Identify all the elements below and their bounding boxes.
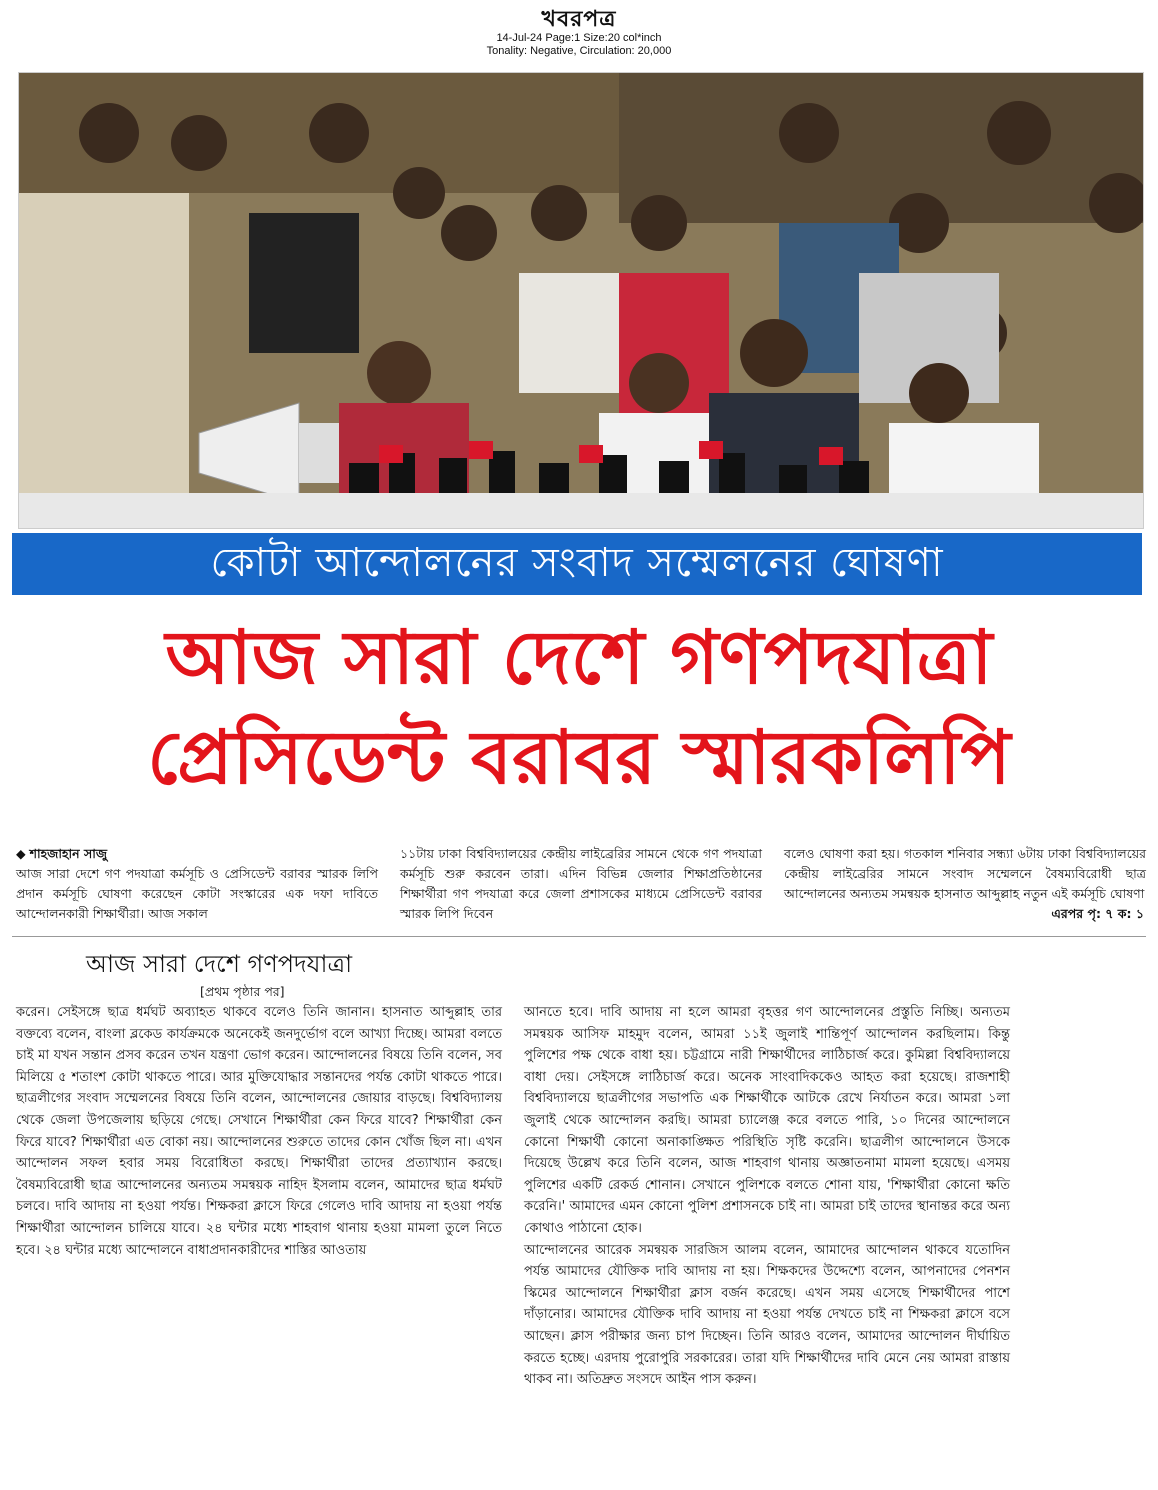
jump-subtitle: [প্রথম পৃষ্ঠার পর] <box>200 984 285 999</box>
headline-line-1: আজ সারা দেশে গণপদযাত্রা <box>165 615 993 701</box>
clipping-meta-line2: Tonality: Negative, Circulation: 20,000 <box>486 45 672 57</box>
jump-right-text-1: আনতে হবে। দাবি আদায় না হলে আমরা বৃহত্তর গণ আন্দোলনের প্রস্তুতি নিচ্ছি। অন্যতম সমন্বয়ক আসিফ মাহমুদ বলেন, আমরা ১১ই জুলাই শান্তিপূর্ণ আন্দোলন করছিলাম। কিন্তু পুলিশের পক্ষ থেকে বাধা হয়। চট্টগ্রামে নারী শিক্ষার্থীদের লাঠিচার্জ করে। কুমিল্লা বিশ্ববিদ্যালয়ে বাধা দেয়। সেইসঙ্গে লাঠিচার্জ করে। অনেক সাংবাদিককেও আহত করা হয়েছে। রাজশাহী বিশ্ববিদ্যালয়ে ছাত্রলীগের সভাপতি এক শিক্ষার্থীকে আটকে রেখে নির্যাতন করে। আমরা ১লা জুলাই থেকে আন্দোলন করছি। আমরা চ্যালেঞ্জ করে বলতে পারি, ১০ দিনের আন্দোলনে কোনো শিক্ষার্থী কোনো অনাকাঙ্ক্ষিত পরিস্থিতি সৃষ্টি করেনি। ছাত্রলীগ আন্দোলনে উসকে দিয়েছে উল্লেখ করে তিনি বলেন, আজ শাহবাগ থানায় অজ্ঞাতনামা মামলা হয়েছে। এসময় পুলিশের একটি রেকর্ড শোনান। সেখানে পুলিশকে বলতে শোনা যায়, 'শিক্ষার্থীরা কোনো ক্ষতি করেনি।' আমাদের এমন কোনো পুলিশ প্রশাসনকে চাই না। আমরা চাই তাদের স্থানান্তর করে অন্য কোথাও পাঠানো হোক। <box>524 1005 1010 1236</box>
subheading-text: কোটা আন্দোলনের সংবাদ সম্মেলনের ঘোষণা <box>210 539 944 586</box>
lead-col2-text: ১১টায় ঢাকা বিশ্ববিদ্যালয়ের কেন্দ্রীয় লাইব্রেরির সামনে থেকে গণ পদযাত্রা কর্মসূচি শুরু করবেন তারা। এদিন বিভিন্ন জেলার শিক্ষাপ্রতিষ্ঠানের শিক্ষার্থীরা গণ পদযাত্রা করে জেলা প্রশাসকের মাধ্যমে প্রেসিডেন্ট বরাবর স্মারক লিপি দিবেন <box>400 846 762 921</box>
subheading-band <box>12 533 1142 595</box>
jump-title: আজ সারা দেশে গণপদযাত্রা <box>86 950 353 978</box>
jump-right-text-2: আন্দোলনের আরেক সমন্বয়ক সারজিস আলম বলেন, আমাদের আন্দোলন থাকবে যতোদিন পর্যন্ত আমাদের যৌক্তিক দাবি আদায় না হয়। শিক্ষকদের উদ্দেশ্যে বলেন, আপনাদের পেনশন স্কিমের আন্দোলনে শিক্ষার্থীরা ক্লাস বর্জন করেছে। এখন সময় এসেছে শিক্ষার্থীদের পাশে দাঁড়ানোর। আমাদের যৌক্তিক দাবি আদায় না হওয়া পর্যন্ত দেখতে চাই না শিক্ষকরা ক্লাসে বসে আছেন। ক্লাস পরীক্ষার জন্য চাপ দিচ্ছেন। তিনি আরও বলেন, আমাদের আন্দোলন দীর্ঘায়িত করতে হচ্ছে। এরদায় পুরোপুরি সরকারের। তারা যদি শিক্ষার্থীদের দাবি মেনে নেয় আমরা রাস্তায় থাকব না। অতিদ্রুত সংসদে আইন পাস করুন। <box>524 1242 1010 1388</box>
jump-left-text: করেন। সেইসঙ্গে ছাত্র ধর্মঘট অব্যাহত থাকবে বলেও তিনি জানান। হাসনাত আব্দুল্লাহ তার বক্তব্যে বলেন, বাংলা ব্লকেড কার্যক্রমকে অনেকেই জনদুর্ভোগ বলে আখ্যা দিচ্ছে। আমরা বলতে চাই মা যখন সন্তান প্রসব করেন তখন যন্ত্রণা ভোগ করেন। আন্দোলনের বিষয়ে তিনি বলেন, সব মিলিয়ে ৫ শতাংশ কোটা থাকতে পারে। আর মুক্তিযোদ্ধার সন্তানদের পর্যন্ত কোটা থাকতে পারে। ছাত্রলীগের সংবাদ সম্মেলনের বিষয়ে তিনি বলেন, আন্দোলনের জোয়ার বাড়ছে। বিশ্ববিদ্যালয় থেকে জেলা উপজেলায় ছড়িয়ে গেছে। সেখানে শিক্ষার্থীরা কেন ফিরে যাবে? শিক্ষার্থীরা কেন ফিরে যাবে? শিক্ষার্থীরা এত বোকা নয়। আন্দোলনের শুরুতে তাদের কোন খোঁজ ছিল না। এখন আন্দোলন সফল হবার সময় বিরোধিতা করছে। শিক্ষার্থীরা তাদের প্রত্যাখ্যান করছে। বৈষম্যবিরোধী ছাত্র আন্দোলনের অন্যতম সমন্বয়ক নাহিদ ইসলাম বলেন, আমাদের ছাত্র ধর্মঘট চলবে। দাবি আদায় না হওয়া পর্যন্ত। শিক্ষকরা ক্লাসে ফিরে গেলেও দাবি আদায় না হওয়া পর্যন্ত শিক্ষার্থীরা আন্দোলন চালিয়ে যাবে। ২৪ ঘন্টার মধ্যে শাহবাগ থানায় হওয়া মামলা তুলে নিতে হবে। ২৪ ঘন্টার মধ্যে আন্দোলনে বাধাপ্রদানকারীদের শাস্তির আওতায় <box>16 1005 502 1258</box>
masthead <box>0 6 1158 58</box>
byline: শাহজাহান সাজু <box>29 846 108 861</box>
lead-col3-text: বলেও ঘোষণা করা হয়। গতকাল শনিবার সন্ধ্যা ৬টায় ঢাকা বিশ্ববিদ্যালয়ের কেন্দ্রীয় লাইব্রেরির সামনে সংবাদ সম্মেলনে বৈষম্যবিরোধী ছাত্র আন্দোলনের অন্যতম সমন্বয়ক হাসনাত আব্দুল্লাহ নতুন এই কর্মসূচি ঘোষণা <box>784 846 1146 901</box>
lead-column-3 <box>784 844 1146 904</box>
byline-bullet-icon: ◆ <box>16 846 30 861</box>
press-conference-illustration <box>19 73 1143 528</box>
lead-column-2 <box>400 844 762 924</box>
clipping-meta-line1: 14-Jul-24 Page:1 Size:20 col*inch <box>496 32 662 44</box>
section-divider <box>12 936 1146 937</box>
headline-line-2: প্রেসিডেন্ট বরাবর স্মারকলিপি <box>147 715 1011 801</box>
jump-right-column <box>524 1002 1010 1391</box>
newspaper-name: খবরপত্র <box>541 6 617 32</box>
lead-column-1 <box>16 844 378 924</box>
jump-left-column <box>16 1002 502 1261</box>
lead-col1-text: আজ সারা দেশে গণ পদযাত্রা কর্মসূচি ও প্রেসিডেন্ট বরাবর স্মারক লিপি প্রদান কর্মসূচি ঘোষণা করেছেন কোটা সংস্কারের এক দফা দাবিতে আন্দোলনকারী শিক্ষার্থীরা। আজ সকাল <box>16 866 378 921</box>
press-conference-photo <box>18 72 1144 529</box>
continued-marker: এরপর পৃ: ৭ ক: ১ <box>1051 906 1144 921</box>
